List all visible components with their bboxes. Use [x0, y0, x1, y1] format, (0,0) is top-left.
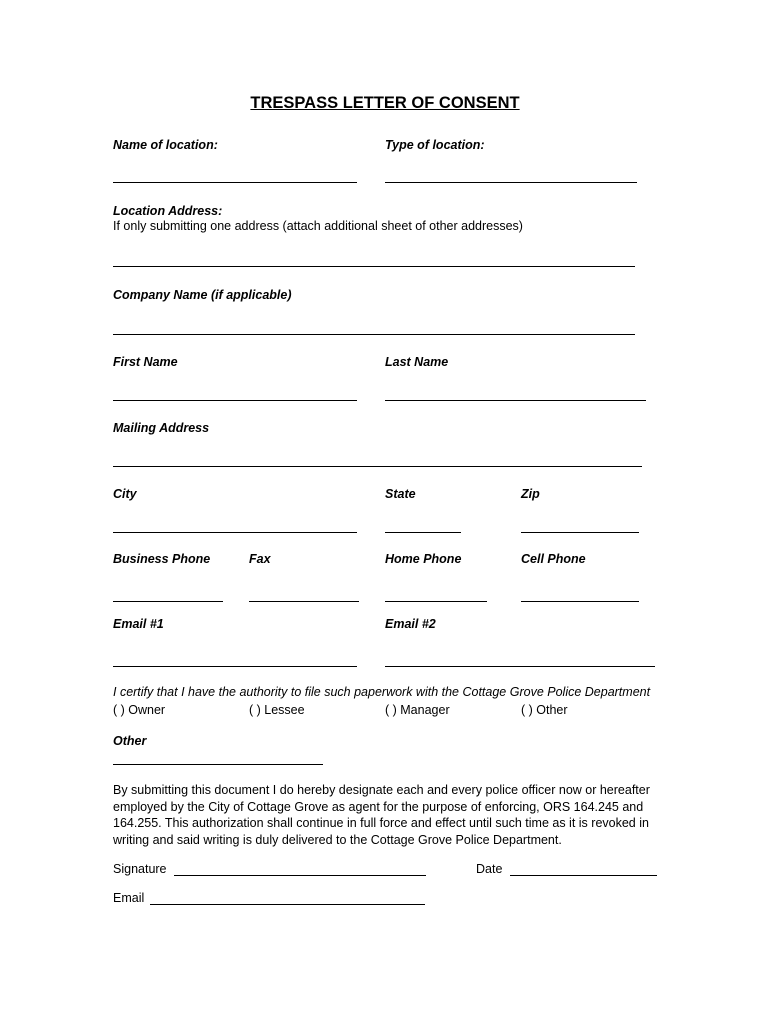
- last-name-field[interactable]: [385, 400, 646, 401]
- state-label: State: [385, 487, 416, 501]
- company-name-field[interactable]: [113, 334, 635, 335]
- role-lessee-option[interactable]: ( ) Lessee: [249, 703, 305, 717]
- location-address-note: If only submitting one address (attach additional sheet of other addresses): [113, 219, 523, 233]
- location-address-field[interactable]: [113, 266, 635, 267]
- date-label: Date: [476, 862, 503, 876]
- name-of-location-field[interactable]: [113, 182, 357, 183]
- signature-label: Signature: [113, 862, 167, 876]
- other-field[interactable]: [113, 764, 323, 765]
- home-phone-field[interactable]: [385, 601, 487, 602]
- first-name-label: First Name: [113, 355, 178, 369]
- cell-phone-field[interactable]: [521, 601, 639, 602]
- zip-field[interactable]: [521, 532, 639, 533]
- mailing-address-label: Mailing Address: [113, 421, 210, 435]
- fax-label: Fax: [249, 552, 271, 566]
- business-phone-field[interactable]: [113, 601, 223, 602]
- role-other-option[interactable]: ( ) Other: [521, 703, 568, 717]
- city-label: City: [113, 487, 137, 501]
- role-owner-option[interactable]: ( ) Owner: [113, 703, 166, 717]
- mailing-address-field[interactable]: [113, 466, 642, 467]
- business-phone-label: Business Phone: [113, 552, 211, 566]
- name-of-location-label: Name of location:: [113, 138, 218, 152]
- email2-field[interactable]: [385, 666, 655, 667]
- date-field[interactable]: [510, 875, 657, 876]
- signature-field[interactable]: [174, 875, 426, 876]
- form-title: TRESPASS LETTER OF CONSENT: [250, 94, 520, 112]
- zip-label: Zip: [521, 487, 540, 501]
- email1-field[interactable]: [113, 666, 357, 667]
- role-manager-option[interactable]: ( ) Manager: [385, 703, 450, 717]
- state-field[interactable]: [385, 532, 461, 533]
- city-field[interactable]: [113, 532, 357, 533]
- cell-phone-label: Cell Phone: [521, 552, 586, 566]
- last-name-label: Last Name: [385, 355, 449, 369]
- location-address-label: Location Address:: [113, 204, 223, 218]
- fax-field[interactable]: [249, 601, 359, 602]
- email-label: Email: [113, 891, 145, 905]
- type-of-location-label: Type of location:: [385, 138, 485, 152]
- home-phone-label: Home Phone: [385, 552, 462, 566]
- certify-statement: I certify that I have the authority to file such paperwork with the Cottage Grove Police Department: [113, 685, 651, 699]
- company-name-label: Company Name (if applicable): [113, 288, 292, 302]
- first-name-field[interactable]: [113, 400, 357, 401]
- type-of-location-field[interactable]: [385, 182, 637, 183]
- authorization-paragraph: By submitting this document I do hereby designate each and every police officer now or hereafter employed by the City of Cottage Grove as agent for the purpose of enforcing, ORS 164.245 and 164.255. This authorization shall continue in full force and effect until such time as it is revoked in writing and said writing is duly delivered to the Cottage Grove Police Department.: [113, 783, 650, 847]
- other-label: Other: [113, 734, 147, 748]
- email2-label: Email #2: [385, 617, 436, 631]
- email-field[interactable]: [150, 904, 425, 905]
- email1-label: Email #1: [113, 617, 164, 631]
